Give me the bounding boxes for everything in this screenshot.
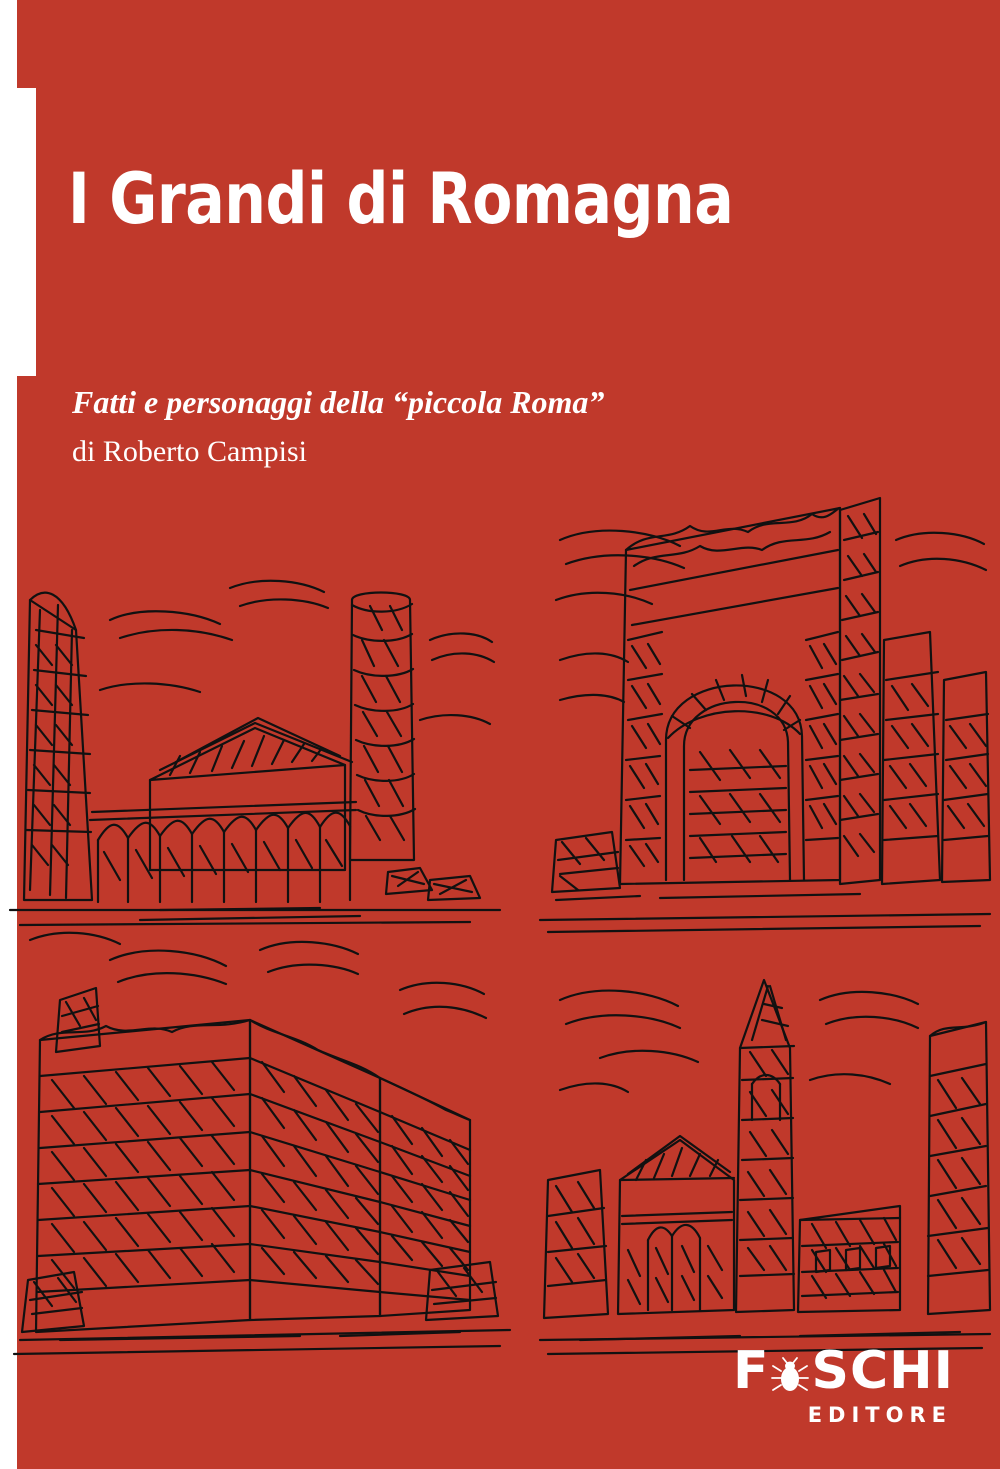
publisher-name	[732, 1341, 954, 1401]
beetle-icon	[770, 1354, 810, 1394]
subtitle: Fatti e personaggi della “piccola Roma”	[72, 384, 605, 420]
publisher-name-part-2: SCHI	[811, 1341, 954, 1401]
author-line: di Roberto Campisi	[72, 435, 307, 468]
spine-notch	[0, 88, 36, 376]
page-title: I Grandi di Romagna	[68, 158, 734, 240]
publisher-logo	[732, 1341, 954, 1427]
cover-artwork	[0, 480, 1000, 1380]
publisher-tagline: EDITORE	[807, 1403, 952, 1427]
publisher-name-part-1: F	[732, 1341, 770, 1401]
